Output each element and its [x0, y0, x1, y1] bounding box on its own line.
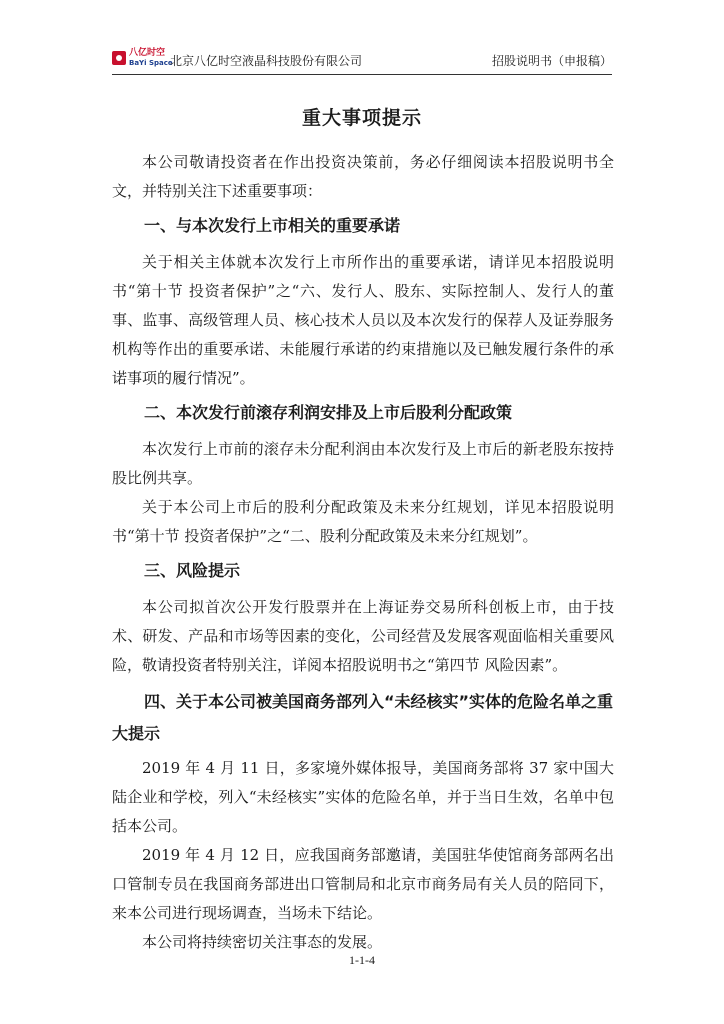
document-type: 招股说明书（申报稿）	[491, 54, 612, 68]
section-1-paragraph-1: 关于相关主体就本次发行上市所作出的重要承诺，请详见本招股说明书“第十节 投资者保护”之“六、发行人、股东、实际控制人、发行人的董事、监事、高级管理人员、核心技术人员以及本次发行的保荐人及证券服务机构等作出的重要承诺、未能履行承诺的约束措施以及已触发履行条件的承诺事项的履行情况”。	[112, 253, 614, 387]
section-3-paragraph-1: 本公司拟首次公开发行股票并在上海证券交易所科创板上市，由于技术、研发、产品和市场等因素的变化，公司经营及发展客观面临相关重要风险，敬请投资者特别关注，详阅本招股说明书之“第四节 风险因素”。	[112, 598, 614, 674]
document-body	[112, 148, 614, 957]
section-4-heading: 四、关于本公司被美国商务部列入“未经核实”实体的危险名单之重大提示	[112, 692, 614, 743]
company-name: 北京八亿时空液晶科技股份有限公司	[170, 54, 363, 68]
logo-en-text: BaYi Space	[129, 59, 173, 67]
page-number: 1-1-4	[349, 953, 375, 967]
page-title: 重大事项提示	[301, 107, 422, 129]
intro-paragraph: 本公司敬请投资者在作出投资决策前，务必仔细阅读本招股说明书全文，并特别关注下述重要事项：	[112, 153, 614, 200]
company-logo	[112, 48, 173, 70]
section-2-heading: 二、本次发行前滚存利润安排及上市后股利分配政策	[144, 403, 513, 422]
section-4-paragraph-3: 本公司将持续密切关注事态的发展。	[142, 933, 383, 951]
logo-mark-icon	[112, 51, 126, 65]
section-2-paragraph-2: 关于本公司上市后的股利分配政策及未来分红规划，详见本招股说明书“第十节 投资者保护”之“二、股利分配政策及未来分红规划”。	[112, 498, 614, 545]
section-2-paragraph-1: 本次发行上市前的滚存未分配利润由本次发行及上市后的新老股东按持股比例共享。	[112, 440, 614, 487]
section-4-paragraph-1: 2019 年 4 月 11 日，多家境外媒体报导，美国商务部将 37 家中国大陆企业和学校，列入“未经核实”实体的危险名单，并于当日生效，名单中包括本公司。	[112, 759, 614, 835]
page-header	[112, 46, 612, 75]
section-1-heading: 一、与本次发行上市相关的重要承诺	[144, 216, 401, 235]
section-4-paragraph-2: 2019 年 4 月 12 日，应我国商务部邀请，美国驻华使馆商务部两名出口管制专员在我国商务部进出口管制局和北京市商务局有关人员的陪同下，来本公司进行现场调查，当场未下结论。	[112, 846, 614, 922]
logo-cn-text: 八亿时空	[129, 48, 166, 58]
section-3-heading: 三、风险提示	[144, 561, 241, 580]
